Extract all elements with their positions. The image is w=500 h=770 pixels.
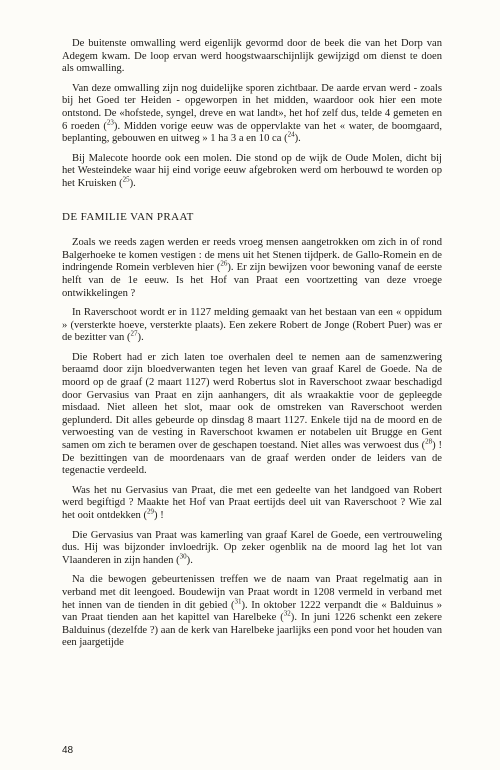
footnote-ref: 26	[220, 259, 228, 268]
paragraph: Na die bewogen gebeurtenissen treffen we de naam van Praat regelmatig aan in verband met dit leengoed. Boudewijn van Praat wordt in 1208 vermeld in verband met het innen van de tienden in dit gebied ($^{31}$). In oktober 1222 verpandt die « Balduinus » van Praat tienden aan het kapittel van Harelbeke ($^{32}$). In juni 1226 schenkt een zekere Balduinus (dezelfde ?) aan de kerk van Harelbeke jaarlijks een pond voor het houden van een jaargetijde	[62, 574, 442, 649]
footnote-ref: 31	[234, 597, 242, 606]
paragraph: De buitenste omwalling werd eigenlijk gevormd door de beek die van het Dorp van Adegem kwam. De loop ervan werd hoogstwaarschijnlijk gewijzigd om dienst te doen als omwalling.	[62, 38, 442, 75]
footnote-ref: 25	[122, 175, 130, 184]
footnote-ref: 29	[147, 507, 155, 516]
paragraph: Bij Malecote hoorde ook een molen. Die stond op de wijk de Oude Molen, dicht bij het Westeindeke waar hij eind vorige eeuw afgebroken werd om herbouwd te worden op het Kruisken ($^{25}$).	[62, 152, 442, 189]
footnote-ref: 27	[130, 329, 138, 338]
text-column	[62, 38, 442, 657]
footnote-ref: 32	[283, 609, 291, 618]
paragraph: Was het nu Gervasius van Praat, die met een gedeelte van het landgoed van Robert werd begiftigd ? Maakte het Hof van Praat eertijds deel uit van Raverschoot ? Wie zal het ooit ontdekken ($^{29}$) !	[62, 484, 442, 521]
footnote-ref: 28	[425, 437, 433, 446]
paragraph: Die Robert had er zich laten toe overhalen deel te nemen aan de samenzwering beraamd door zijn bloedverwanten tegen het leven van graaf Karel de Goede. Na de moord op de graaf (2 maart 1127) werd Robertus slot in Raverschoot zwaar beschadigd door Gervasius van Praat en zijn aanhangers, dit als wraakaktie voor de gepleegde misdaad. Niet alleen het slot, maar ook de omstreken van Raverschoot werden geplunderd. Dit alles gebeurde op dinsdag 8 maart 1127. Enkele tijd na de moord en de verwoesting van de vesting in Raverschoot kwamen er notabelen uit Brugge en Gent samen om zich te beramen over de geschapen toestand. Niet alles was verwoest dus ($^{28}$) ! De bezittingen van de moordenaars van de graaf werden onder de leiders van de tegenactie verdeeld.	[62, 351, 442, 477]
paragraph: Zoals we reeds zagen werden er reeds vroeg mensen aangetrokken om zich in of rond Balgerhoeke te komen vestigen : de mens uit het Stenen tijdperk. de Gallo-Romein en de indringende Romein verbleven hier ($^{26}$). Er zijn bewijzen voor bewoning vanaf de eerste helft van de 1e eeuw. Is het Hof van Praat een voortzetting van deze vroege ontwikkelingen ?	[62, 237, 442, 299]
section-heading: DE FAMILIE VAN PRAAT	[62, 210, 194, 223]
paragraph: Die Gervasius van Praat was kamerling van graaf Karel de Goede, een vertrouweling dus. Hij was bijzonder invloedrijk. Op zeker ogenblik na de moord lag het lot van Vlaanderen in zijn handen ($^{30}$).	[62, 529, 442, 566]
footnote-ref: 24	[287, 130, 295, 139]
footnote-ref: 30	[179, 552, 187, 561]
paragraph: Van deze omwalling zijn nog duidelijke sporen zichtbaar. De aarde ervan werd - zoals bij het Goed ter Heiden - opgeworpen in het midden, waardoor ook hier een mote ontstond. De «hofstede, syngel, dreve en wat landt», het hof zelf dus, telde 4 gemeten en 6 roeden ($^{23}$). Midden vorige eeuw was de oppervlakte van het « water, de boomgaard, beplanting, gebouwen en uitweg » 1 ha 3 a en 10 ca ($^{24}$).	[62, 82, 442, 145]
page-number: 48	[62, 745, 74, 756]
footnote-ref: 23	[106, 118, 114, 127]
paragraph: In Raverschoot wordt er in 1127 melding gemaakt van het bestaan van een « oppidum » (versterkte hoeve, versterkte plaats). Een zekere Robert de Jonge (Robert Puer) was er de bezitter van ($^{27}$).	[62, 307, 442, 344]
